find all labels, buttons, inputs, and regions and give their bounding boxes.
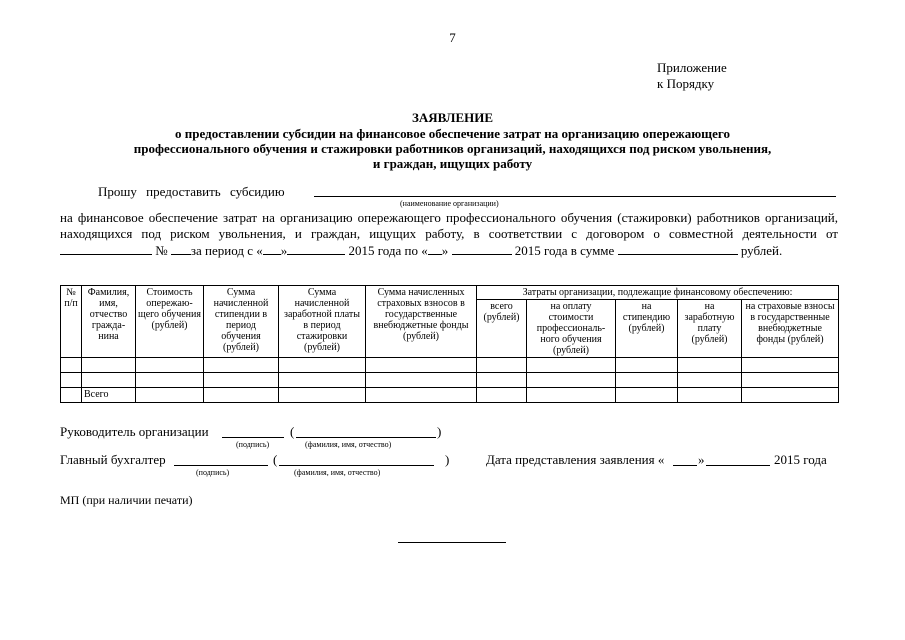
organization-name-caption: (наименование организации) <box>400 199 499 208</box>
subtitle-line-1: о предоставлении субсидии на финансовое обеспечение затрат на организацию опережающего <box>175 126 730 141</box>
accountant-label: Главный бухгалтер <box>60 452 166 467</box>
amount-field[interactable] <box>618 242 738 255</box>
appendix-line-2: к Порядку <box>657 76 715 91</box>
page-number: 7 <box>449 30 456 45</box>
subtitle-line-3: и граждан, ищущих работу <box>372 156 533 171</box>
organization-name-field[interactable] <box>314 196 836 197</box>
date-quote: » <box>698 452 705 467</box>
contract-number-field[interactable] <box>171 242 191 255</box>
request-text: Прошу предоставить субсидию <box>98 184 285 199</box>
table-total-row <box>61 388 839 403</box>
header-stipend: Сумма начисленной стипендии в период обучения (рублей) <box>204 286 279 358</box>
head-name-field[interactable] <box>296 437 436 438</box>
date-year: 2015 года <box>774 452 827 467</box>
head-paren-open: ( <box>290 424 295 439</box>
accountant-paren-open: ( <box>273 452 278 467</box>
head-sign-caption: (подпись) <box>236 440 270 449</box>
table-row <box>61 358 839 373</box>
head-signature-field[interactable] <box>222 437 284 438</box>
accountant-name-field[interactable] <box>279 465 434 466</box>
body-part-1: на финансовое обеспечение затрат на организацию опережающего профессионального обучения (стажировки) работников организаций, находящихся под риском увольнения, и граждан, ищущих работу, в соответствии с договором о совместной деятельности от <box>60 210 838 241</box>
header-costs-group: Затраты организации, подлежащие финансовому обеспечению: <box>477 286 839 300</box>
accountant-sign-caption: (подпись) <box>196 468 230 477</box>
header-cost: Стоимость опережаю-щего обучения (рублей) <box>136 286 204 358</box>
header-num: № п/п <box>61 286 82 358</box>
period-start-month-field[interactable] <box>287 242 345 255</box>
header-stip: на стипендию (рублей) <box>616 300 678 358</box>
body-year1: 2015 года по « <box>348 243 428 258</box>
body-q1: » <box>280 243 288 258</box>
header-tuition: на оплату стоимости профессиональ-ного обучения (рублей) <box>527 300 616 358</box>
table-row <box>61 373 839 388</box>
body-period: за период с « <box>190 243 263 258</box>
subtitle-line-2: профессионального обучения и стажировки работников организаций, находящихся под риском увольнения, <box>133 141 772 156</box>
body-no: № <box>155 243 168 258</box>
subsidy-table <box>60 285 839 403</box>
header-total: всего (рублей) <box>477 300 527 358</box>
request-body <box>60 210 838 259</box>
period-start-day-field[interactable] <box>263 242 281 255</box>
head-name-caption: (фамилия, имя, отчество) <box>305 440 392 449</box>
accountant-name-caption: (фамилия, имя, отчество) <box>294 468 381 477</box>
accountant-signature-field[interactable] <box>174 465 268 466</box>
header-ins: на страховые взносы в государственные внебюджетные фонды (рублей) <box>742 300 839 358</box>
head-label: Руководитель организации <box>60 424 209 439</box>
document-subtitle <box>60 126 845 171</box>
body-rub: рублей. <box>740 243 783 258</box>
appendix-line-1: Приложение <box>657 60 727 75</box>
stamp-note: МП (при наличии печати) <box>60 493 193 507</box>
appendix-note <box>657 60 727 92</box>
date-day-field[interactable] <box>673 465 697 466</box>
date-month-field[interactable] <box>706 465 770 466</box>
body-year2: 2015 года в сумме <box>514 243 615 258</box>
header-wage: на заработную плату (рублей) <box>678 300 742 358</box>
header-insurance: Сумма начисленных страховых взносов в государственные внебюджетные фонды (рублей) <box>366 286 477 358</box>
header-salary: Сумма начисленной заработной платы в период стажировки (рублей) <box>279 286 366 358</box>
date-label: Дата представления заявления « <box>486 452 665 467</box>
total-label: Всего <box>82 388 136 403</box>
body-q2: » <box>441 243 449 258</box>
end-divider <box>398 542 506 543</box>
period-end-month-field[interactable] <box>452 242 512 255</box>
contract-date-field[interactable] <box>60 242 152 255</box>
period-end-day-field[interactable] <box>428 242 442 255</box>
accountant-paren-close: ) <box>445 452 450 467</box>
document-title: ЗАЯВЛЕНИЕ <box>411 110 494 125</box>
header-name: Фамилия, имя, отчество гражда-нина <box>82 286 136 358</box>
head-paren-close: ) <box>437 424 442 439</box>
